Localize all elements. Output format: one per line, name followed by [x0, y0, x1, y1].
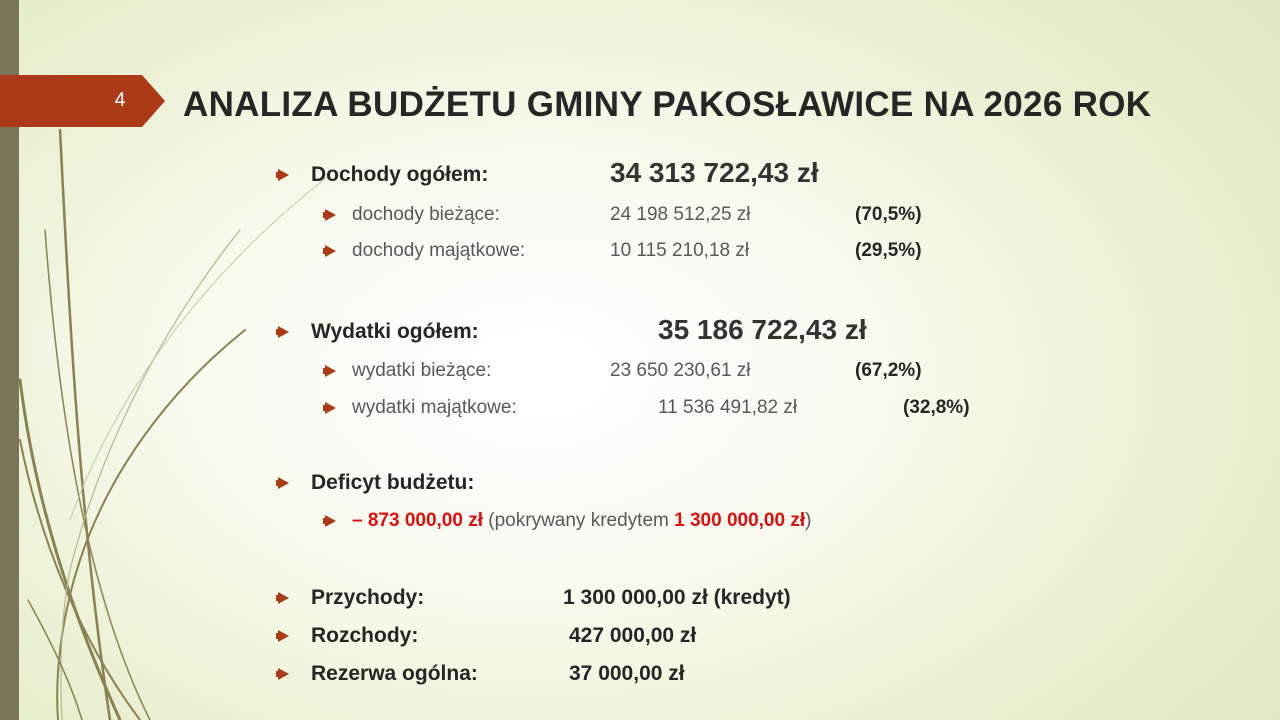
expenses-current-value: 23 650 230,61 zł: [610, 360, 751, 381]
expenses-total-value: 35 186 722,43 zł: [658, 314, 867, 345]
income-capital-label: dochody majątkowe:: [352, 240, 526, 261]
general-reserve-label: Rezerwa ogólna:: [311, 662, 478, 685]
expenses-capital-label: wydatki majątkowe:: [352, 397, 517, 418]
expenses-current-share: (67,2%): [855, 360, 922, 381]
outgoings-value: 427 000,00 zł: [569, 624, 697, 647]
arrow-bullet-icon: [278, 169, 289, 181]
deficit-note-prefix: (pokrywany kredytem: [483, 510, 675, 531]
slide-number: 4: [114, 89, 126, 111]
arrow-bullet-icon: [278, 630, 289, 642]
income-capital-value: 10 115 210,18 zł: [610, 240, 750, 261]
income-current-value: 24 198 512,25 zł: [610, 204, 751, 225]
income-total-label: Dochody ogółem:: [311, 163, 489, 186]
arrow-bullet-icon: [325, 365, 336, 377]
slide-number-tab: [0, 75, 165, 127]
revenue-label: Przychody:: [311, 586, 425, 609]
outgoings-label: Rozchody:: [311, 624, 419, 647]
deficit-detail: [352, 510, 811, 532]
arrow-bullet-icon: [278, 477, 289, 489]
arrow-bullet-icon: [278, 592, 289, 604]
arrow-bullet-icon: [325, 245, 336, 257]
arrow-bullet-icon: [325, 209, 336, 221]
income-current-label: dochody bieżące:: [352, 204, 500, 225]
expenses-capital-value: 11 536 491,82 zł: [658, 397, 798, 418]
income-current-share: (70,5%): [855, 204, 922, 225]
deficit-credit-amount: 1 300 000,00 zł: [674, 510, 806, 531]
arrow-bullet-icon: [325, 402, 336, 414]
expenses-total-label: Wydatki ogółem:: [311, 320, 479, 343]
deficit-note-suffix: ): [805, 510, 812, 531]
deficit-label: Deficyt budżetu:: [311, 471, 475, 494]
arrow-bullet-icon: [278, 326, 289, 338]
revenue-value: 1 300 000,00 zł (kredyt): [563, 586, 791, 609]
expenses-capital-share: (32,8%): [903, 397, 970, 418]
general-reserve-value: 37 000,00 zł: [569, 662, 685, 685]
income-capital-share: (29,5%): [855, 240, 922, 261]
arrow-bullet-icon: [278, 668, 289, 680]
expenses-current-label: wydatki bieżące:: [352, 360, 492, 381]
income-total-value: 34 313 722,43 zł: [610, 157, 819, 188]
slide-title: ANALIZA BUDŻETU GMINY PAKOSŁAWICE NA 2026 ROK: [183, 85, 1152, 124]
deficit-amount: – 873 000,00 zł: [352, 510, 483, 531]
arrow-bullet-icon: [325, 515, 336, 527]
